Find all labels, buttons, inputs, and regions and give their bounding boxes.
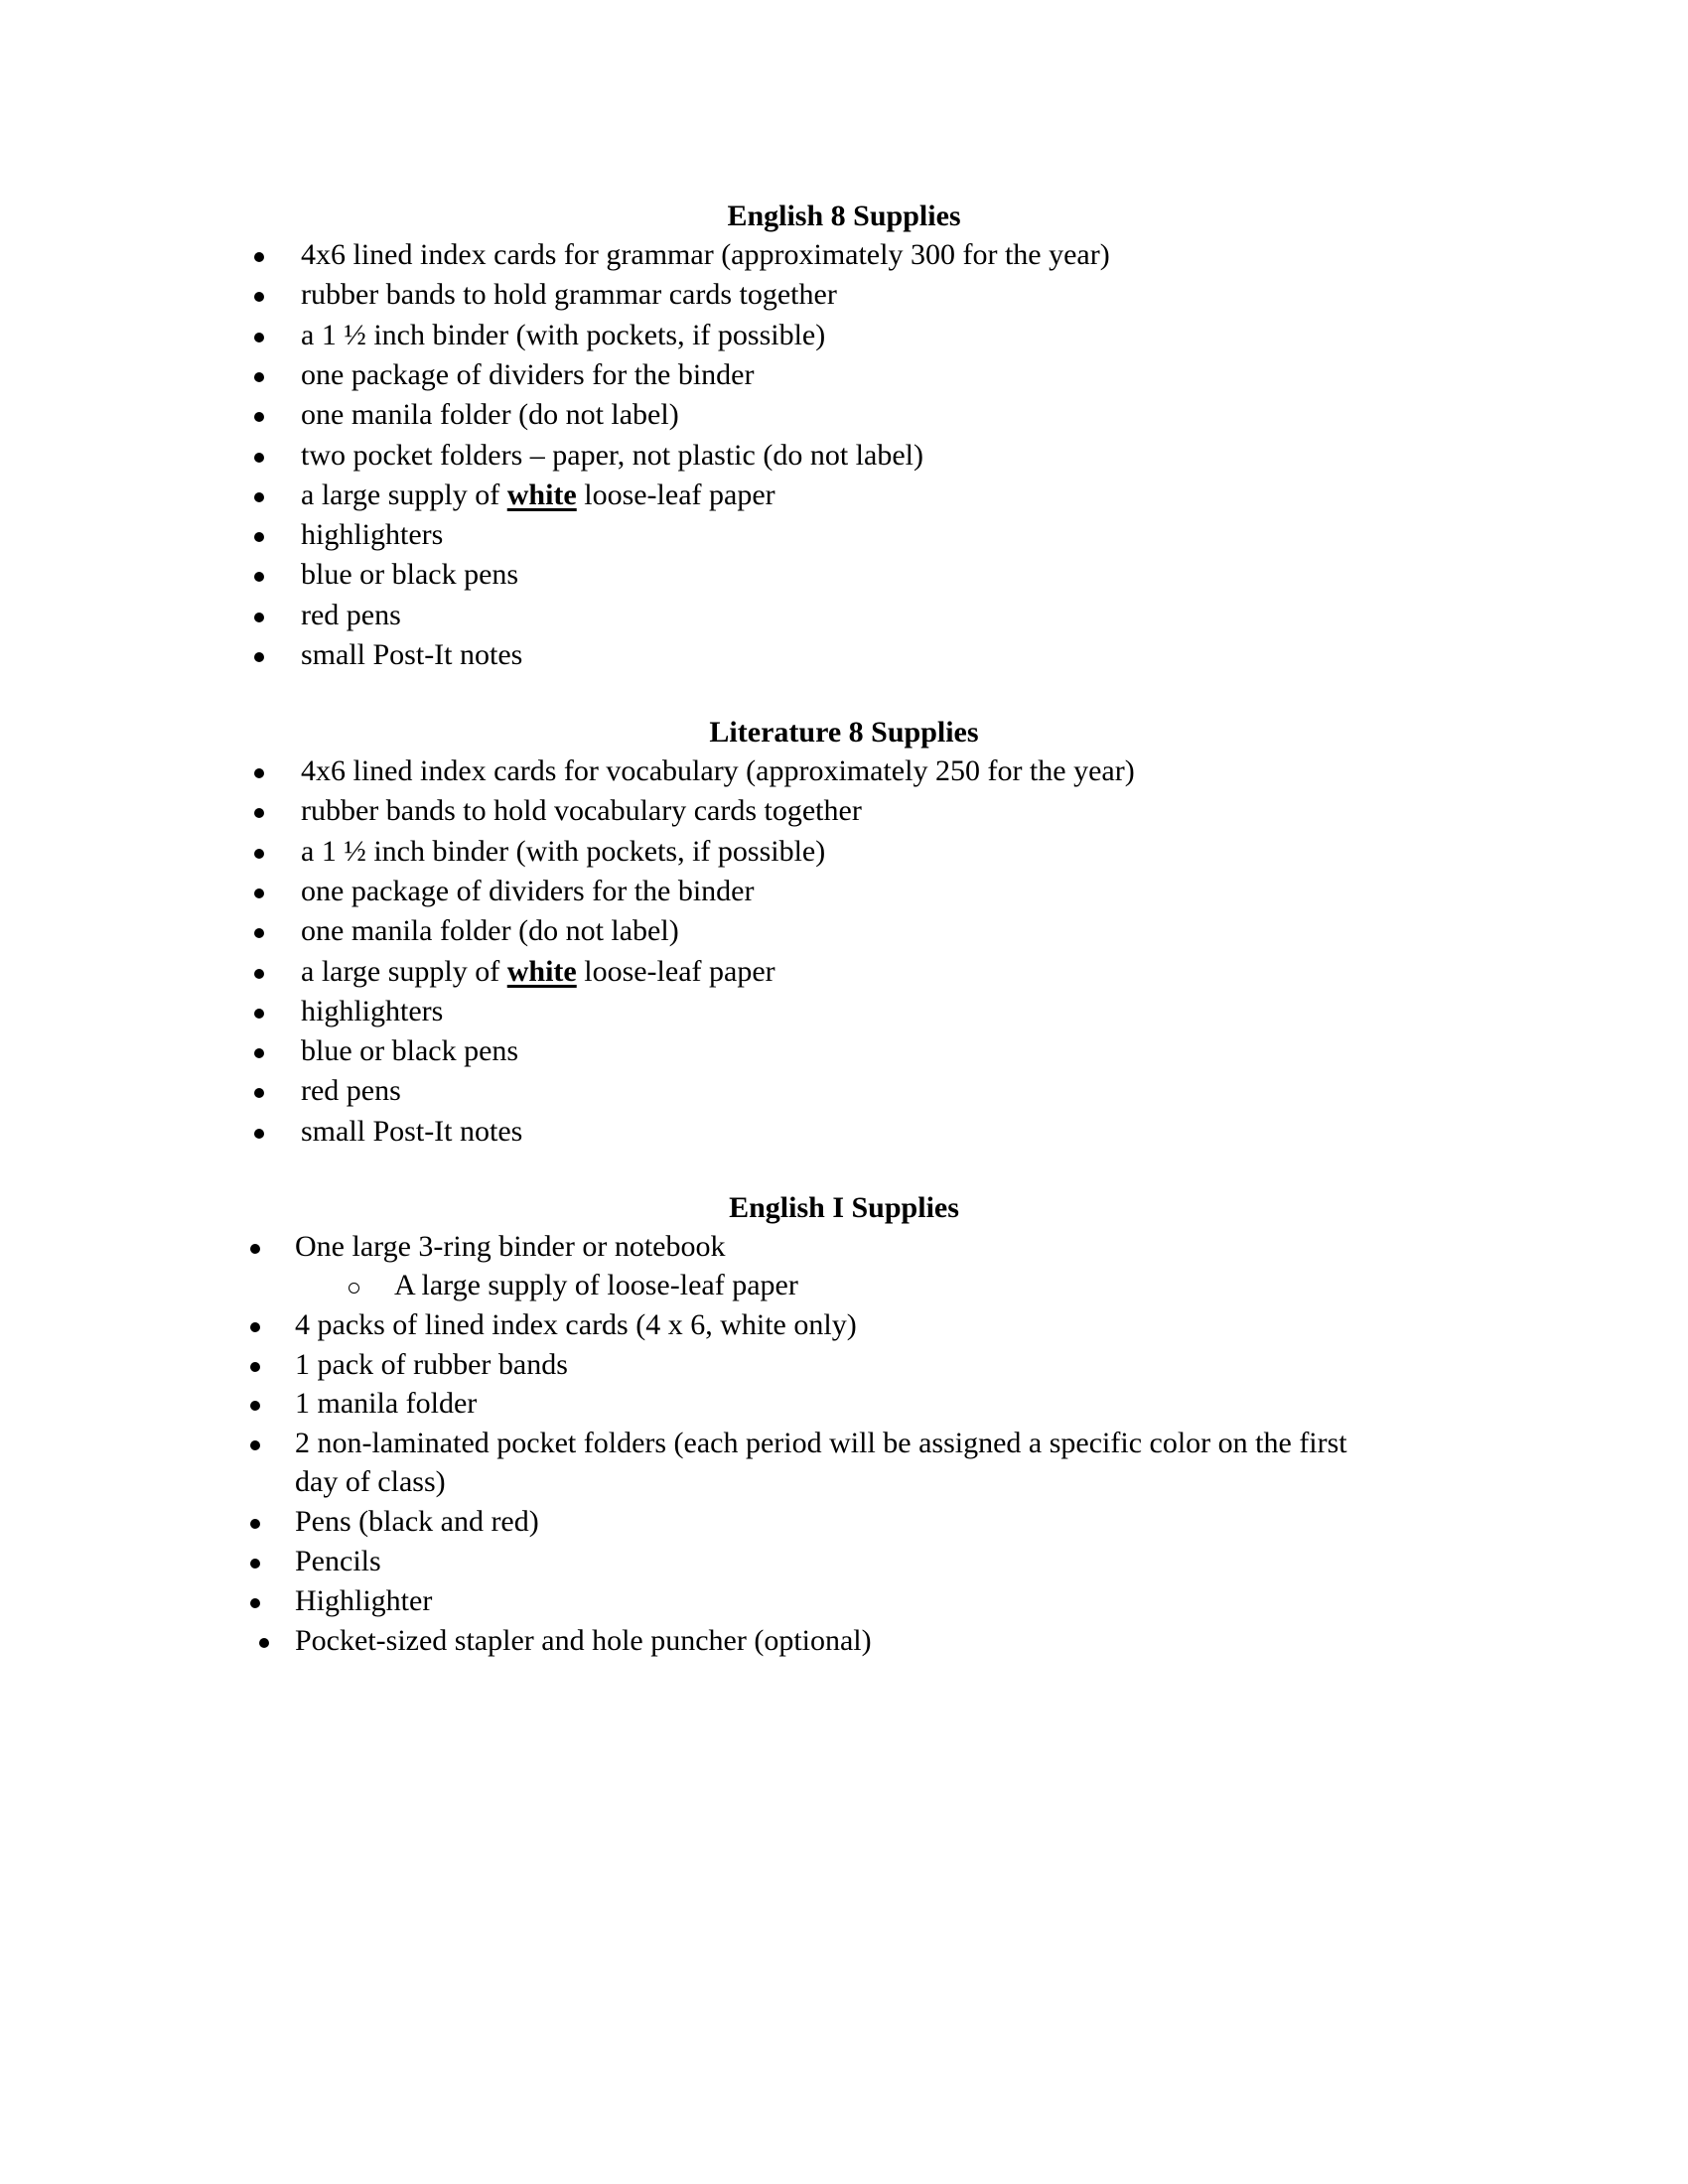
- list-item: Pens (black and red): [295, 1505, 539, 1538]
- list-item: [301, 397, 679, 433]
- item-text: one manila folder (do not label): [301, 398, 679, 432]
- list-item: [301, 874, 755, 909]
- bullet-icon: [254, 969, 264, 979]
- item-text: a 1 ½ inch binder (with pockets, if possible): [301, 834, 826, 868]
- list-item: [301, 438, 923, 474]
- item-text: loose-leaf paper: [576, 954, 775, 988]
- item-text: blue or black pens: [301, 558, 519, 592]
- item-text: 4x6 lined index cards for grammar (approximately 300 for the year): [301, 238, 1110, 271]
- bullet-icon: [254, 888, 264, 898]
- bullet-icon: [250, 1559, 260, 1569]
- bullet-icon: [254, 613, 264, 622]
- list-item: 4 packs of lined index cards (4 x 6, white only): [295, 1308, 857, 1341]
- bullet-icon: [254, 412, 264, 422]
- list-item: [301, 237, 1110, 273]
- list-item: 1 pack of rubber bands: [295, 1348, 568, 1381]
- bullet-icon: [254, 652, 264, 662]
- item-text: small Post-It notes: [301, 1114, 523, 1148]
- list-item: [301, 517, 443, 553]
- list-item: [301, 1073, 401, 1109]
- item-text: blue or black pens: [301, 1034, 519, 1068]
- list-item: Pencils: [295, 1545, 381, 1577]
- bullet-icon: [250, 1440, 260, 1450]
- item-text: red pens: [301, 598, 401, 631]
- bullet-icon: [250, 1362, 260, 1372]
- bullet-icon: [254, 1129, 264, 1139]
- item-text: one package of dividers for the binder: [301, 357, 755, 391]
- bullet-icon: [250, 1322, 260, 1332]
- list-item: [301, 318, 825, 353]
- item-text: a 1 ½ inch binder (with pockets, if possible): [301, 318, 826, 351]
- item-text: small Post-It notes: [301, 638, 523, 671]
- item-text: 4x6 lined index cards for vocabulary (approximately 250 for the year): [301, 754, 1135, 787]
- bullet-icon: [250, 1244, 260, 1254]
- item-text: rubber bands to hold grammar cards together: [301, 278, 837, 312]
- bullet-icon: [254, 572, 264, 582]
- section-heading-literature-8: Literature 8 Supplies: [709, 716, 979, 749]
- list-item: [301, 753, 1135, 789]
- list-item: [301, 277, 837, 313]
- item-text: red pens: [301, 1074, 401, 1108]
- bullet-icon: [254, 333, 264, 342]
- bullet-icon: [254, 849, 264, 859]
- emphasized-text: white: [506, 478, 577, 511]
- bullet-icon: [254, 252, 264, 262]
- list-item: 2 non-laminated pocket folders (each period will be assigned a specific color on the first: [295, 1427, 1347, 1459]
- list-item: [301, 834, 825, 870]
- section-heading-english-1: English I Supplies: [729, 1191, 959, 1224]
- list-item: [301, 793, 862, 829]
- list-item: Highlighter: [295, 1584, 433, 1617]
- hollow-bullet-icon: [349, 1283, 359, 1294]
- item-text: highlighters: [301, 518, 444, 552]
- item-text: one manila folder (do not label): [301, 914, 679, 948]
- list-item: day of class): [295, 1465, 446, 1498]
- bullet-icon: [254, 1088, 264, 1098]
- list-item: [301, 1114, 522, 1150]
- bullet-icon: [254, 292, 264, 302]
- list-item: 1 manila folder: [295, 1387, 478, 1420]
- list-item: [301, 954, 775, 990]
- bullet-icon: [254, 532, 264, 542]
- item-text: two pocket folders – paper, not plastic (do not label): [301, 438, 923, 472]
- section-heading-english-8: English 8 Supplies: [727, 200, 961, 232]
- list-item: [301, 1033, 518, 1069]
- bullet-icon: [250, 1519, 260, 1529]
- list-item: [301, 598, 401, 633]
- list-item: [301, 478, 775, 513]
- list-item: One large 3-ring binder or notebook: [295, 1230, 726, 1263]
- bullet-icon: [254, 1009, 264, 1019]
- bullet-icon: [254, 808, 264, 818]
- item-text: rubber bands to hold vocabulary cards together: [301, 794, 862, 828]
- bullet-icon: [254, 453, 264, 463]
- bullet-icon: [250, 1598, 260, 1608]
- list-item: Pocket-sized stapler and hole puncher (optional): [295, 1624, 872, 1657]
- item-text: one package of dividers for the binder: [301, 874, 755, 907]
- bullet-icon: [259, 1638, 269, 1648]
- bullet-icon: [254, 768, 264, 778]
- list-item: [301, 637, 522, 673]
- item-text: a large supply of: [301, 954, 507, 988]
- bullet-icon: [254, 492, 264, 502]
- list-item: [301, 557, 518, 593]
- list-item: [301, 357, 755, 393]
- item-text: highlighters: [301, 994, 444, 1027]
- bullet-icon: [254, 1048, 264, 1058]
- bullet-icon: [250, 1401, 260, 1411]
- bullet-icon: [254, 372, 264, 382]
- list-item: [301, 913, 679, 949]
- sub-list-item: A large supply of loose-leaf paper: [394, 1269, 798, 1301]
- item-text: loose-leaf paper: [576, 478, 775, 511]
- list-item: [301, 994, 443, 1029]
- emphasized-text: white: [506, 954, 577, 988]
- item-text: a large supply of: [301, 478, 507, 511]
- bullet-icon: [254, 928, 264, 938]
